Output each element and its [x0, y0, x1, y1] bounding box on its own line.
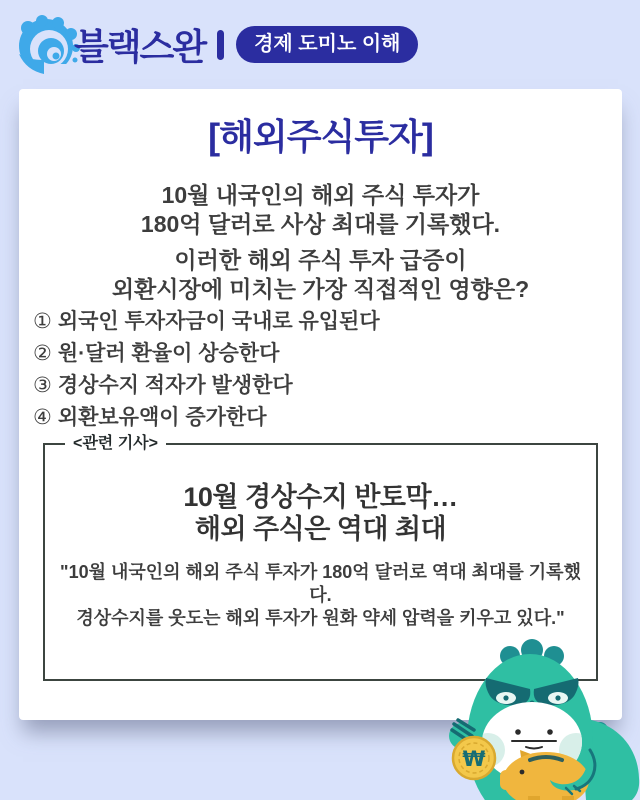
article-headline-line-1: 10월 경상수지 반토막… [183, 482, 458, 512]
option-1-number: ① [33, 310, 52, 333]
option-3 [33, 370, 622, 402]
article-quote-line-2: 경상수지를 웃도는 해외 투자가 원화 약세 압력을 키우고 있다." [76, 608, 565, 628]
quiz-card [19, 89, 622, 720]
wave-logo-icon [16, 14, 80, 78]
option-3-number: ③ [33, 374, 52, 397]
option-4-number: ④ [33, 406, 52, 429]
option-2 [33, 338, 622, 370]
option-4 [33, 402, 622, 434]
option-1 [33, 306, 622, 338]
related-article-legend: <관련 기사> [65, 433, 166, 455]
intro-line-2: 180억 달러로 사상 최대를 기록했다. [140, 211, 501, 237]
intro-line-1: 10월 내국인의 해외 주식 투자가 [161, 182, 480, 208]
article-quote [45, 561, 596, 630]
option-2-label: 원·달러 환율이 상승한다 [57, 342, 280, 365]
answer-options [19, 306, 622, 434]
article-quote-line-1: "10월 내국인의 해외 주식 투자가 180억 달러로 역대 최대를 기록했다. [60, 562, 581, 605]
logo-divider [217, 30, 224, 60]
intro-paragraph [19, 181, 622, 239]
article-headline-line-2: 해외 주식은 역대 최대 [194, 514, 447, 544]
question-line-1: 이러한 해외 주식 투자 급증이 [174, 247, 467, 273]
option-2-number: ② [33, 342, 52, 365]
header [0, 0, 640, 89]
card-title: [해외주식투자] [208, 116, 433, 157]
question-paragraph [19, 246, 622, 304]
series-badge: 경제 도미노 이해 [236, 26, 418, 63]
coin-won-symbol: ₩ [462, 747, 486, 771]
won-coin-icon [453, 737, 495, 779]
option-1-label: 외국인 투자자금이 국내로 유입된다 [57, 310, 380, 333]
option-3-label: 경상수지 적자가 발생한다 [57, 374, 293, 397]
logo-text: 블랙스완 [74, 26, 206, 67]
question-line-2: 외환시장에 미치는 가장 직접적인 영향은? [111, 276, 530, 302]
option-4-label: 외환보유액이 증가한다 [57, 406, 267, 429]
article-headline [45, 481, 596, 545]
dino-mascot [440, 638, 640, 800]
